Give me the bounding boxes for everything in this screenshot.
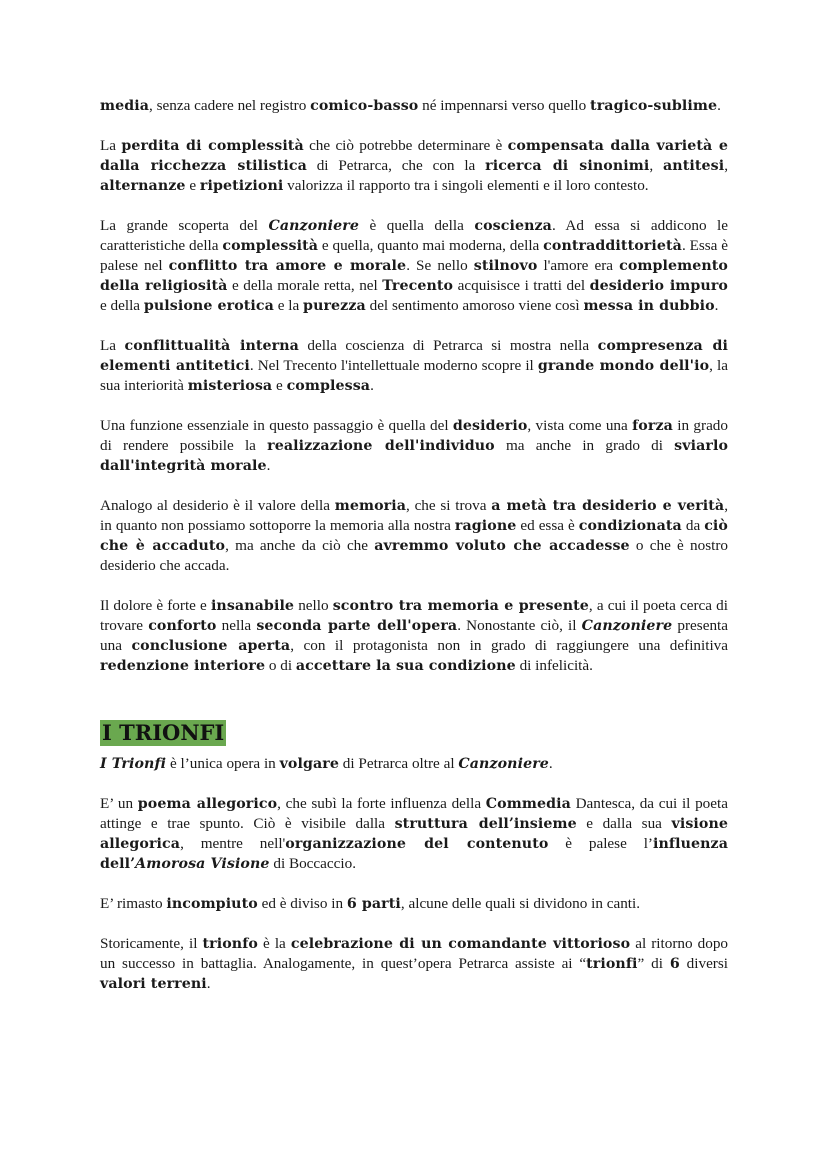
bold-term: redenzione interiore xyxy=(100,658,266,674)
text-run: . xyxy=(370,377,374,394)
text-run: Analogo al desiderio è il valore della xyxy=(100,497,335,514)
bold-term xyxy=(135,856,269,872)
bold-term: seconda parte dell'opera xyxy=(256,618,458,634)
bold-term: pulsione erotica xyxy=(143,298,274,314)
bold-term: trionfo xyxy=(202,936,258,952)
text-run: al ritorno dopo un successo in battaglia. Analogamente, in quest’opera Petrarca assiste ai “ xyxy=(100,935,729,972)
bold-term: accettare la sua condizione xyxy=(295,658,516,674)
bold-term: insanabile xyxy=(210,598,295,614)
text-run: , la sua interiorità xyxy=(100,357,728,394)
bold-term: alternanze xyxy=(100,178,186,194)
bold-term: conflittualità interna xyxy=(124,338,299,354)
text-run: La xyxy=(100,337,125,354)
text-run: Storicamente, il xyxy=(100,935,203,952)
text-run: , senza cadere nel registro xyxy=(149,97,311,114)
bold-term: struttura dell’insieme xyxy=(394,816,577,832)
text-run: ed è diviso in xyxy=(257,895,347,912)
bold-term: media xyxy=(100,98,150,114)
italic-title: Canzoniere xyxy=(581,618,673,634)
paragraph xyxy=(100,496,728,576)
bold-term: conflitto tra amore e morale xyxy=(168,258,407,274)
text-run: . Ad essa si addicono le caratteristiche della xyxy=(100,217,728,254)
text-run: , con il protagonista non in grado di raggiungere una definitiva xyxy=(290,637,729,654)
text-run: è palese l’ xyxy=(548,835,653,852)
text-run: . Nonostante ciò, il xyxy=(457,617,582,634)
text-run: ” di xyxy=(637,955,670,972)
bold-term: celebrazione di un comandante vittorioso xyxy=(290,936,631,952)
text-run: valorizza il rapporto tra i singoli elementi e il loro contesto. xyxy=(283,177,649,194)
text-run: di Petrarca oltre al xyxy=(339,755,459,772)
bold-term: memoria xyxy=(334,498,407,514)
paragraph xyxy=(100,934,728,994)
bold-term: ragione xyxy=(454,518,517,534)
paragraph xyxy=(100,754,728,774)
text-run: . Essa è palese nel xyxy=(100,237,728,274)
text-run: Il dolore è forte e xyxy=(100,597,211,614)
italic-title: I Trionfi xyxy=(100,756,167,772)
text-run: , xyxy=(724,157,728,174)
bold-term: grande mondo dell'io xyxy=(537,358,710,374)
text-run: ma anche in grado di xyxy=(494,437,675,454)
bold-term: condizionata xyxy=(578,518,682,534)
bold-term: coscienza xyxy=(474,218,552,234)
text-run: . xyxy=(717,97,721,114)
bold-term: a metà tra desiderio e verità xyxy=(491,498,725,514)
bold-term: desiderio xyxy=(452,418,528,434)
paragraph xyxy=(100,894,728,914)
paragraph xyxy=(100,416,728,476)
text-run: acquisisce i tratti del xyxy=(453,277,590,294)
text-run: del sentimento amoroso viene così xyxy=(365,297,584,314)
text-run: . xyxy=(206,975,211,992)
bold-term: realizzazione dell'individuo xyxy=(267,438,495,454)
bold-term: visione allegorica xyxy=(100,816,728,852)
text-run: La grande scoperta del xyxy=(100,217,269,234)
bold-term: organizzazione del contenuto xyxy=(285,836,549,852)
text-run: e quella, quanto mai moderna, della xyxy=(318,237,544,254)
italic-title: Amorosa Visione xyxy=(135,856,270,872)
bold-term: purezza xyxy=(303,298,366,314)
paragraph xyxy=(100,96,728,116)
italic-title: Canzoniere xyxy=(458,756,549,772)
text-run: e xyxy=(272,377,287,394)
bold-term: scontro tra memoria e presente xyxy=(332,598,589,614)
bold-term: compensata dalla varietà e dalla ricchezza stilistica xyxy=(100,138,729,174)
text-run: . xyxy=(548,755,553,772)
paragraph xyxy=(100,794,728,874)
bold-term: ciò che è accaduto xyxy=(100,518,728,554)
text-run: né impennarsi verso quello xyxy=(418,97,591,114)
bold-term: avremmo voluto che accadesse xyxy=(374,538,630,554)
text-run: l'amore era xyxy=(537,257,620,274)
bold-term: compresenza di elementi antitetici xyxy=(100,338,729,374)
bold-term: ripetizioni xyxy=(199,178,284,194)
bold-term: forza xyxy=(632,418,673,434)
text-run: nella xyxy=(216,617,257,634)
text-run: della coscienza di Petrarca si mostra nella xyxy=(298,337,598,354)
text-run: La xyxy=(100,137,122,154)
text-run: ed essa è xyxy=(516,517,579,534)
text-run: . Se nello xyxy=(406,257,474,274)
bold-term: tragico-sublime xyxy=(590,98,718,114)
paragraph xyxy=(100,336,728,396)
text-run: . xyxy=(714,297,719,314)
body-text xyxy=(100,96,728,676)
text-run: Dantesca, da cui il poeta attinge e trae spunto. Ciò è visibile dalla xyxy=(100,795,728,832)
text-run: e xyxy=(185,177,200,194)
paragraph xyxy=(100,596,728,676)
text-run: e della xyxy=(100,297,144,314)
text-run: Una funzione essenziale in questo passaggio è quella del xyxy=(100,417,453,434)
bold-term: complemento della religiosità xyxy=(100,258,728,294)
text-run: o che è nostro desiderio che accada. xyxy=(100,537,728,574)
text-run: , che si trova xyxy=(406,497,492,514)
text-run: , alcune delle quali si dividono in canti. xyxy=(400,895,641,912)
bold-term: complessa xyxy=(286,378,371,394)
text-run: E’ un xyxy=(100,795,138,812)
text-run: che ciò potrebbe determinare è xyxy=(303,137,508,154)
text-run: o di xyxy=(265,657,296,674)
bold-term: antitesi xyxy=(662,158,725,174)
bold-term xyxy=(582,618,673,634)
text-run: , xyxy=(649,157,663,174)
bold-term: sviarlo dall'integrità morale xyxy=(100,438,729,474)
paragraph xyxy=(100,136,728,196)
bold-term: ricerca di sinonimi xyxy=(485,158,650,174)
bold-term: conforto xyxy=(148,618,217,634)
bold-term: 6 xyxy=(669,956,680,972)
text-run: da xyxy=(681,517,705,534)
text-run: . Nel Trecento l'intellettuale moderno scopre il xyxy=(249,357,538,374)
bold-term: complessità xyxy=(222,238,319,254)
text-run: , che subì la forte influenza della xyxy=(277,795,486,812)
bold-term: 6 parti xyxy=(346,896,401,912)
bold-term: contraddittorietà xyxy=(543,238,682,254)
text-run: è quella della xyxy=(359,217,475,234)
text-run: e la xyxy=(273,297,304,314)
bold-term: conclusione aperta xyxy=(131,638,291,654)
bold-term xyxy=(458,756,549,772)
text-run: di Boccaccio. xyxy=(269,855,356,872)
text-run: diversi xyxy=(679,955,728,972)
bold-term: misteriosa xyxy=(187,378,273,394)
text-run: di Petrarca, che con la xyxy=(306,157,486,174)
text-run: in grado di rendere possibile la xyxy=(100,417,728,454)
text-run: , mentre nell' xyxy=(180,835,286,852)
paragraph xyxy=(100,216,728,316)
text-run: e dalla sua xyxy=(576,815,672,832)
bold-term: valori terreni xyxy=(100,976,207,992)
bold-term: comico-basso xyxy=(310,98,419,114)
bold-term xyxy=(100,756,166,772)
bold-term: stilnovo xyxy=(473,258,538,274)
text-run: è l’unica opera in xyxy=(166,755,280,772)
bold-term xyxy=(268,218,359,234)
bold-term: volgare xyxy=(279,756,339,772)
text-run: nello xyxy=(294,597,333,614)
italic-title: Canzoniere xyxy=(268,218,360,234)
text-run: , a cui il poeta cerca di trovare xyxy=(100,597,728,634)
bold-term: Trecento xyxy=(382,278,454,294)
bold-term: Commedia xyxy=(485,796,571,812)
text-run: presenta una xyxy=(100,617,729,654)
bold-term: incompiuto xyxy=(166,896,258,912)
bold-term: messa in dubbio xyxy=(583,298,715,314)
text-run: di infelicità. xyxy=(515,657,593,674)
bold-term: perdita di complessità xyxy=(121,138,304,154)
text-run: . xyxy=(266,457,271,474)
bold-term: poema allegorico xyxy=(137,796,278,812)
section-trionfi xyxy=(100,696,728,994)
text-run: , vista come una xyxy=(527,417,633,434)
bold-term: desiderio impuro xyxy=(589,278,728,294)
text-run: , in quanto non possiamo sottoporre la memoria alla nostra xyxy=(100,497,729,534)
text-run: e della morale retta, nel xyxy=(227,277,383,294)
text-run: , ma anche da ciò che xyxy=(225,537,375,554)
bold-term: trionfi xyxy=(586,956,638,972)
text-run: E’ rimasto xyxy=(100,895,167,912)
text-run: è la xyxy=(257,935,291,952)
bold-term: influenza dell’ xyxy=(100,836,728,872)
section-heading: I TRIONFI xyxy=(102,720,225,745)
